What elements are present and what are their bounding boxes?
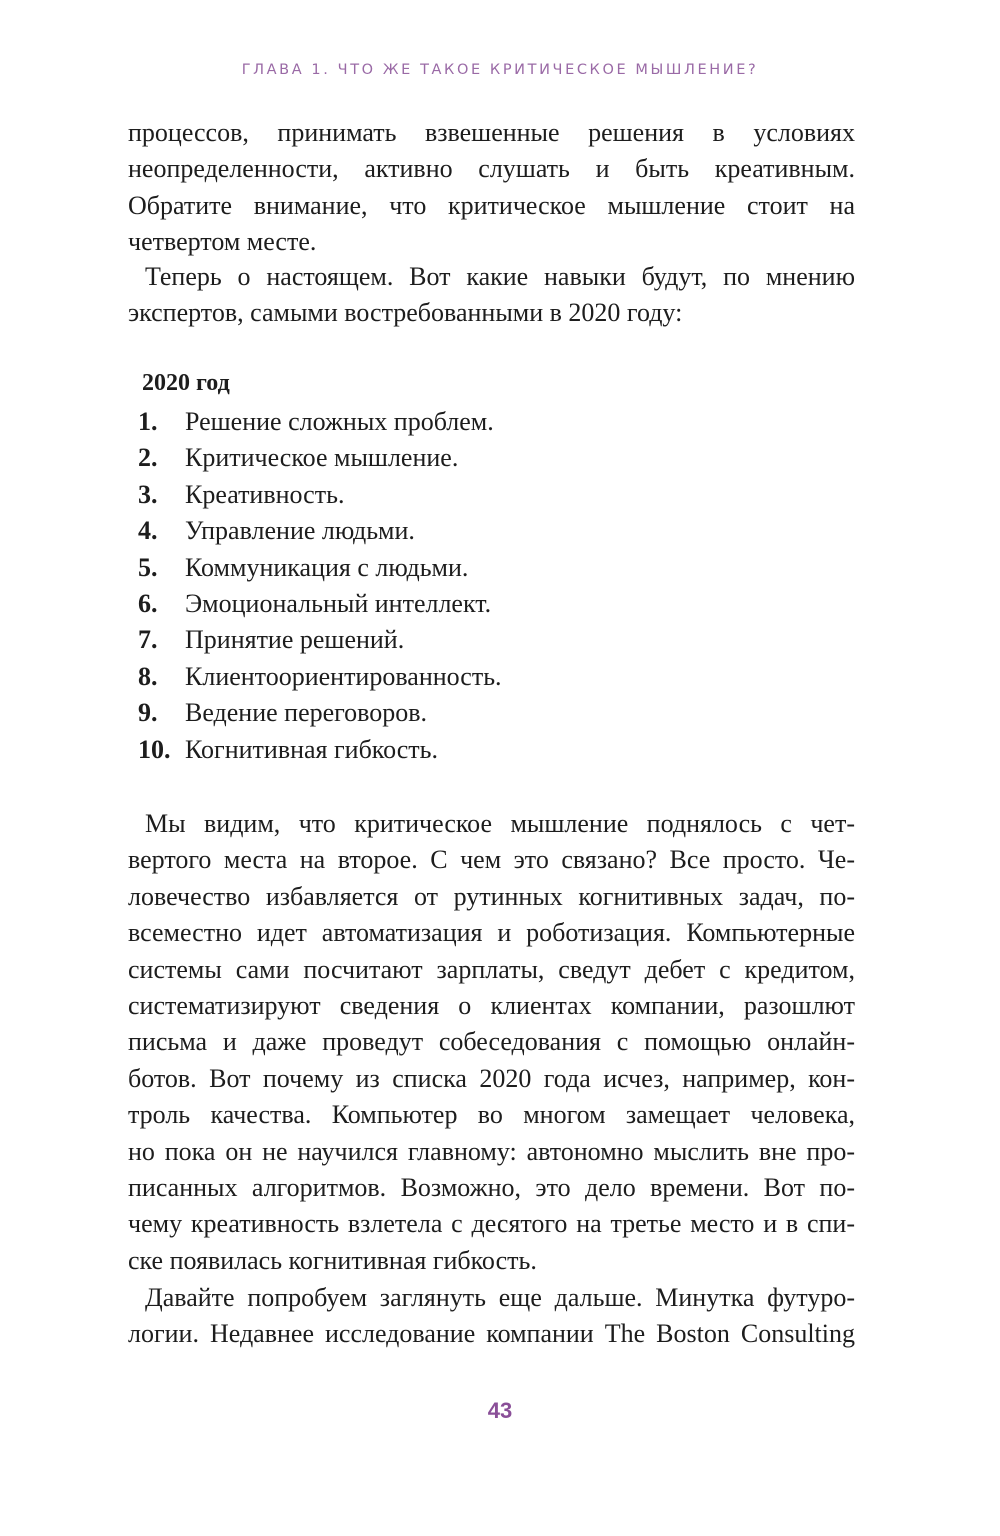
list-item: [138, 440, 458, 476]
text-line: чему креативность взлетела с десятого на третье место и в спи-: [128, 1209, 855, 1239]
list-item: [138, 586, 491, 622]
list-item-number: 3.: [138, 479, 158, 509]
list-item-text: Когнитивная гибкость.: [185, 734, 439, 764]
list-item-number: 2.: [138, 443, 158, 473]
text-line: ске появилась когнитивная гибкость.: [128, 1245, 537, 1275]
list-item-number: 9.: [138, 698, 158, 728]
list-item: [138, 477, 344, 513]
list-item: [138, 513, 415, 549]
list-item-text: Клиентоориентированность.: [185, 661, 502, 691]
list-item-text: Эмоциональный интеллект.: [185, 589, 492, 618]
text-line: ловечество избавляется от рутинных когнитивных задач, по-: [128, 881, 855, 911]
text-line: писанных алгоритмов. Возможно, это дело времени. Вот по-: [128, 1173, 855, 1202]
list-item-text: Решение сложных проблем.: [185, 407, 494, 436]
list-item-number: 8.: [138, 661, 158, 691]
text-line: всеместно идет автоматизация и роботизация. Компьютерные: [128, 918, 855, 948]
list-item-number: 10.: [138, 734, 171, 764]
page-number: 43: [487, 1398, 513, 1423]
running-header: ГЛАВА 1. ЧТО ЖЕ ТАКОЕ КРИТИЧЕСКОЕ МЫШЛЕНИЕ?: [241, 62, 759, 78]
list-item-text: Критическое мышление.: [185, 443, 459, 473]
list-item: [138, 622, 404, 658]
list-item-number: 5.: [138, 552, 158, 582]
text-line: но пока он не научился главному: автономно мыслить вне про-: [128, 1136, 855, 1166]
list-item: [138, 550, 468, 586]
list-title: 2020 год: [142, 370, 230, 396]
text-line: логии. Недавнее исследование компании The Boston Consulting: [128, 1319, 855, 1349]
list-item: [138, 659, 502, 695]
text-line: Теперь о настоящем. Вот какие навыки будут, по мнению: [145, 262, 855, 291]
list-item-number: 6.: [138, 589, 158, 618]
text-line: ботов. Вот почему из списка 2020 года исчез, например, кон-: [128, 1063, 855, 1093]
text-line: систематизируют сведения о клиентах компании, разошлют: [128, 991, 855, 1020]
text-line: письма и даже проведут собеседования с помощью онлайн-: [128, 1027, 855, 1057]
text-line: системы сами посчитают зарплаты, сведут дебет с кредитом,: [128, 954, 855, 984]
list-item-number: 1.: [138, 407, 158, 436]
list-item-text: Принятие решений.: [185, 625, 405, 655]
list-item: [138, 695, 427, 731]
text-line: Мы видим, что критическое мышление поднялось с чет-: [145, 809, 855, 838]
text-line: Обратите внимание, что критическое мышление стоит на: [128, 190, 855, 220]
list-item-text: Креативность.: [185, 479, 345, 509]
text-line: экспертов, самыми востребованными в 2020 году:: [128, 298, 683, 328]
text-line: вертого места на второе. С чем это связано? Все просто. Че-: [128, 845, 855, 875]
text-line: троль качества. Компьютер во многом замещает человека,: [128, 1100, 855, 1130]
list-item: [138, 732, 438, 768]
list-item-text: Управление людьми.: [185, 516, 415, 546]
list-item-number: 4.: [138, 516, 158, 546]
text-line: четвертом месте.: [128, 227, 317, 257]
text-line: процессов, принимать взвешенные решения в условиях: [128, 118, 855, 147]
list-item-text: Коммуникация с людьми.: [185, 552, 469, 582]
text-line: неопределенности, активно слушать и быть креативным.: [128, 154, 855, 184]
list-item-text: Ведение переговоров.: [185, 698, 428, 728]
list-item: [138, 404, 494, 440]
text-line: Давайте попробуем заглянуть еще дальше. Минутка футуро-: [145, 1283, 855, 1312]
list-item-number: 7.: [138, 625, 158, 655]
